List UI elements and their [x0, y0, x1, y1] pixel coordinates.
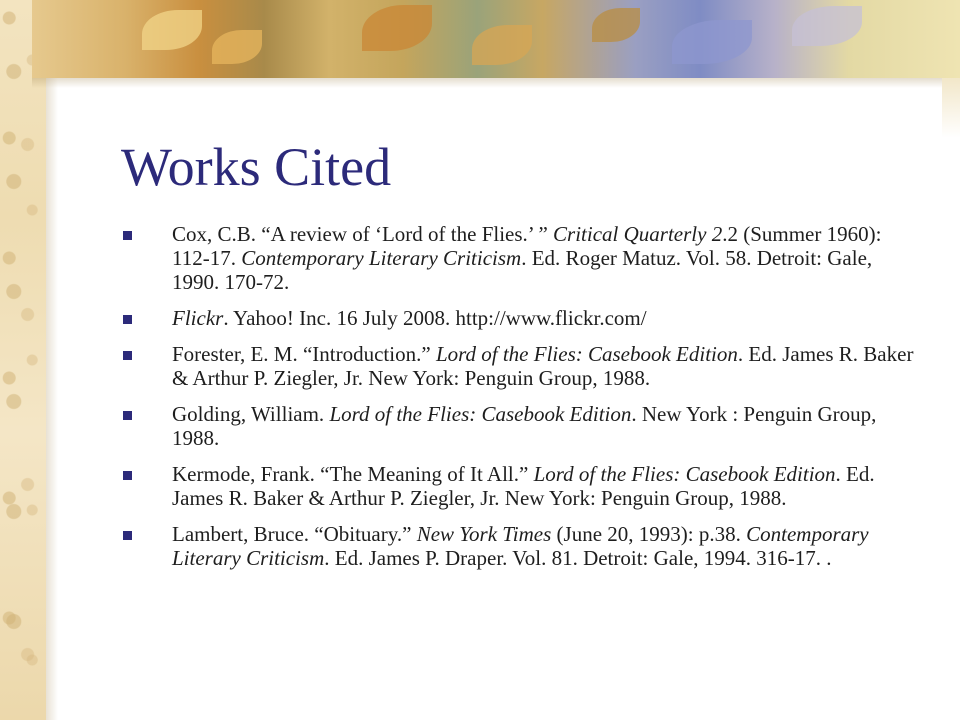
citation-title-text: Contemporary Literary Criticism [172, 522, 869, 570]
citation-item [120, 522, 920, 570]
square-bullet-icon [123, 531, 132, 540]
citation-text: (June 20, 1993): p.38. [551, 522, 747, 546]
square-bullet-icon [123, 231, 132, 240]
square-bullet-icon [123, 315, 132, 324]
citation-item [120, 222, 920, 294]
square-bullet-icon [123, 471, 132, 480]
top-decorative-banner [32, 0, 960, 78]
square-bullet-icon [123, 411, 132, 420]
citation-list [120, 222, 920, 582]
citation-text: . Ed. James R. Baker & Arthur P. Ziegler, Jr. New York: Penguin Group, 1988. [172, 462, 875, 510]
citation-text: Lambert, Bruce. “Obituary.” [172, 522, 417, 546]
square-bullet-icon [123, 351, 132, 360]
citation-item [120, 306, 920, 330]
leaf-decoration [472, 25, 532, 65]
slide-title: Works Cited [121, 137, 392, 197]
leaf-decoration [212, 30, 262, 64]
leaf-decoration [362, 5, 432, 51]
citation-text: .2 (Summer 1960): 112-17. [172, 222, 882, 270]
citation-text: . Ed. James R. Baker & Arthur P. Ziegler, Jr. New York: Penguin Group, 1988. [172, 342, 914, 390]
citation-title-text: New York Times [416, 522, 552, 546]
citation-text: Cox, C.B. “A review of ‘Lord of the Flies.’ ” [172, 222, 554, 246]
citation-title-text: Critical Quarterly 2 [553, 222, 723, 246]
citation-title-text: Lord of the Flies: Casebook Edition [329, 402, 632, 426]
leaf-decoration [792, 6, 862, 46]
banner-shadow [32, 78, 960, 88]
right-decorative-strip [942, 78, 960, 138]
citation-item [120, 462, 920, 510]
citation-text: Kermode, Frank. “The Meaning of It All.” [172, 462, 534, 486]
citation-text: . Ed. James P. Draper. Vol. 81. Detroit: Gale, 1994. 316-17. . [324, 546, 832, 570]
citation-title-text: Lord of the Flies: Casebook Edition [435, 342, 738, 366]
citation-title-text: Lord of the Flies: Casebook Edition [533, 462, 836, 486]
leaf-decoration [142, 10, 202, 50]
citation-item [120, 402, 920, 450]
citation-text: Forester, E. M. “Introduction.” [172, 342, 436, 366]
citation-text: . Ed. Roger Matuz. Vol. 58. Detroit: Gale, 1990. 170-72. [172, 246, 873, 294]
citation-text: . New York : Penguin Group, 1988. [172, 402, 877, 450]
citation-title-text: Flickr [172, 306, 224, 330]
citation-text: Golding, William. [172, 402, 330, 426]
citation-text: . Yahoo! Inc. 16 July 2008. http://www.flickr.com/ [223, 306, 647, 330]
content-shadow [46, 78, 58, 720]
citation-item [120, 342, 920, 390]
leaf-decoration [672, 20, 752, 64]
left-decorative-strip [0, 0, 46, 720]
citation-title-text: Contemporary Literary Criticism [241, 246, 522, 270]
leaf-decoration [592, 8, 640, 42]
